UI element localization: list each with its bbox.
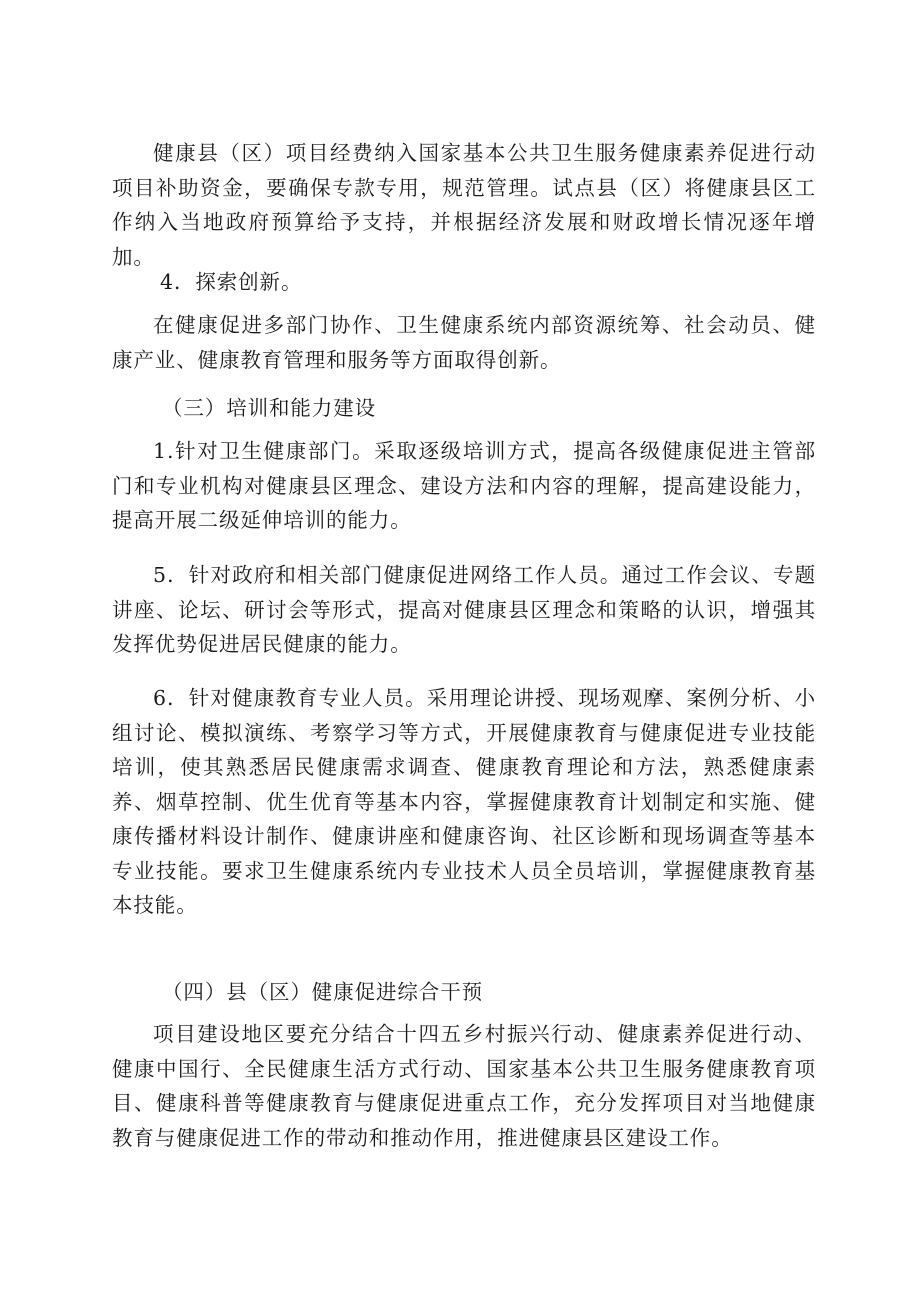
paragraph-funding: 健康县（区）项目经费纳入国家基本公共卫生服务健康素养促进行动项目补助资金，要确保专款专用，规范管理。试点县（区）将健康县区工作纳入当地政府预算给予支持，并根据经济发展和财政增长情况逐年增加。: [112, 141, 816, 269]
paragraph-intervention: 项目建设地区要充分结合十四五乡村振兴行动、健康素养促进行动、健康中国行、全民健康生活方式行动、国家基本公共卫生服务健康教育项目、健康科普等健康教育与健康促进重点工作，充分发挥项目对当地健康教育与健康促进工作的带动和推动作用，推进健康县区建设工作。: [112, 1022, 816, 1150]
item-4-heading: 4．探索创新。: [160, 270, 303, 294]
paragraph-innovation: 在健康促进多部门协作、卫生健康系统内部资源统筹、社会动员、健康产业、健康教育管理和服务等方面取得创新。: [112, 313, 816, 372]
item-1-paragraph: 1.针对卫生健康部门。采取逐级培训方式，提高各级健康促进主管部门和专业机构对健康县区理念、建设方法和内容的理解，提高建设能力，提高开展二级延伸培训的能力。: [112, 439, 816, 532]
item-5-paragraph: 5．针对政府和相关部门健康促进网络工作人员。通过工作会议、专题讲座、论坛、研讨会等形式，提高对健康县区理念和策略的认识，增强其发挥优势促进居民健康的能力。: [112, 563, 816, 656]
section-3-heading: （三）培训和能力建设: [162, 396, 376, 420]
item-6-paragraph: 6．针对健康教育专业人员。采用理论讲授、现场观摩、案例分析、小组讨论、模拟演练、考察学习等方式，开展健康教育与健康促进专业技能培训，使其熟悉居民健康需求调查、健康教育理论和方法，熟悉健康素养、烟草控制、优生优育等基本内容，掌握健康教育计划制定和实施、健康传播材料设计制作、健康讲座和健康咨询、社区诊断和现场调查等基本专业技能。要求卫生健康系统内专业技术人员全员培训，掌握健康教育基本技能。: [112, 686, 816, 917]
section-4-heading: （四）县（区）健康促进综合干预: [162, 980, 483, 1004]
